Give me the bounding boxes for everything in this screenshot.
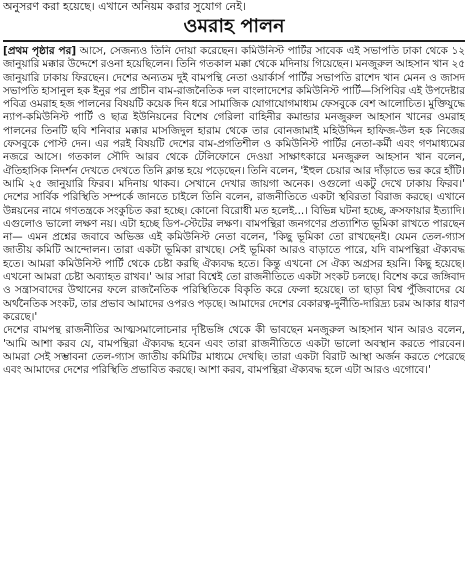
- previous-article-tail: অনুসরণ করা হয়েছে। এখানে অনিয়ম করার সুযোগ নেই।: [3, 0, 246, 13]
- paragraph-1: [3, 45, 465, 324]
- paragraph-1-text: আসে, সেজন্যও তিনি দোয়া করেছেন। কমিউনিস্ট পার্টির সাবেক এই সভাপতি ঢাকা থেকে ১২ জানুয়ারি মক্কার উদ্দেশে রওনা হয়েছিলেন। তিনি গতকাল মক্কা থেকে মদিনায় গিয়েছেন। মনজুরুল আহসান খান ২৫ জানুয়ারি ঢাকায় ফিরছেন। দেশের অন্যতম দুই বামপন্থি নেতা ওয়ার্কার্স পার্টির সভাপতি রাশেদ খান মেনন ও জাসদ সভাপতি হাসানুল হক ইনুর পর প্রাচীন বাম-রাজনৈতিক দল বাংলাদেশের কমিউনিস্ট পার্টি—সিপিবির এই উপদেষ্টার পবিত্র ওমরাহ হজ পালনের বিষয়টি কয়েক দিন ধরে সামাজিক যোগাযোগমাধ্যম ফেসবুকে বেশ আলোচিত। মুক্তিযুদ্ধে ন্যাপ-কমিউনিস্ট পার্টি ও ছাত্র ইউনিয়নের বিশেষ গেরিলা বাহিনীর কমান্ডার মনজুরুল আহসান খানের ওমরাহ পালনের তিনটি ছবি শনিবার মক্কার মাসজিদুল হারাম থেকে তার বোনজামাই মহিউদ্দিন হাফিজ-উল হক নিজের ফেসবুকে পোস্ট দেন। এর পরই বিষয়টি দেশের বাম-প্রগতিশীল ও কমিউনিস্ট পার্টির নেতা-কর্মী এবং গণমাধ্যমের নজরে আসে। গতকাল সৌদি আরব থেকে টেলিফোনে দেওয়া সাক্ষাৎকারে মনজুরুল আহসান খান বলেন, ঐতিহাসিক নিদর্শন দেখতে দেখতে তিনি ক্লান্ত হয়ে পড়েছেন। তিনি বলেন, 'ইহুল চেয়ার আর দাঁড়াতে ভর করে হাঁটি। আমি ২৫ জানুয়ারি ফিরব। মদিনায় থাকব। সেখানে দেখার জায়গা অনেক। ওগুলো একটু দেখে ঢাকায় ফিরব।' দেশের সার্বিক পরিস্থিতি সম্পর্কে জানতে চাইলে তিনি বলেন, রাজনীতিতে একটা স্থবিরতা বিরাজ করছে। এখানে উন্নয়নের নামে গণতন্ত্রকে সংকুচিত করা হচ্ছে। কোনো বিরোধী মত হলেই...। বিভিন্ন ঘটনা হচ্ছে, ক্রসফায়ার ইত্যাদি। এগুলোও ভালো লক্ষণ নয়। এটা হচ্ছে ডিপ-স্টেটের লক্ষণ। বামপন্থিরা জনগণের প্রত্যাশিত ভূমিকা রাখতে পারছেন না— এমন প্রশ্নের জবাবে অভিজ্ঞ এই কমিউনিস্ট নেতা বলেন, 'কিছু ভূমিকা তো রাখছেনই। যেমন তেল-গ্যাস জাতীয় কমিটি আন্দোলন। তারা একটা ভূমিকা রাখছে। সেই ভূমিকা আরও বাড়াতে পারে, যদি বামপন্থিরা ঐক্যবদ্ধ হতে। আমরা কমিউনিস্ট পার্টি থেকে চেষ্টা করছি ঐক্যবদ্ধ হতে। কিন্তু এখনো সে ঐক্য অগ্রসর হয়নি। কিছু হয়েছে। এখনো আমরা চেষ্টা অব্যাহত রাখব।' আর সারা বিশ্বেই তো রাজনীতিতে একটা সংকট চলছে। বিশেষ করে জঙ্গিবাদ ও সন্ত্রাসবাদের উত্থানের ফলে রাজনৈতিক পরিস্থিতিকে বিকৃতি করে ফেলা হয়েছে। তা ছাড়া বিশ্ব পুঁজিবাদের যে অর্থনৈতিক সংকট, তার প্রভাব আমাদের ওপরও পড়ছে। আমাদের দেশের বেকারত্ব-দুর্নীতি-দারিদ্র্য চরম আকার ধারণ করেছে।': [3, 45, 465, 323]
- article-heading: ওমরাহ পালন: [183, 15, 285, 37]
- heading-divider: [3, 40, 465, 42]
- paragraph-2: দেশের বামপন্থ রাজনীতির আত্মসমালোচনার দৃষ্টিভঙ্গি থেকে কী ভাবছেন মনজুরুল আহসান খান আরও বলেন, 'আমি আশা করব যে, বামপন্থিরা ঐক্যবদ্ধ হবেন এবং তারা রাজনীতিতে একটা ভালো অবস্থান করতে পারবেন। আমরা সেই সম্ভাবনা তেল-গ্যাস জাতীয় কমিটির মাধ্যমে দেখছি। তারা একটা বিরাট আস্থা অর্জন করতে পেরেছে এবং আমাদের দেশের পরিস্থিতি প্রভাবিত করছে। আশা করব, বামপন্থিরা ঐক্যবদ্ধ হলে এটা আরও এগোবে।': [3, 324, 465, 377]
- article-body: [3, 45, 465, 580]
- continued-label: [প্রথম পৃষ্ঠার পর]: [3, 45, 77, 57]
